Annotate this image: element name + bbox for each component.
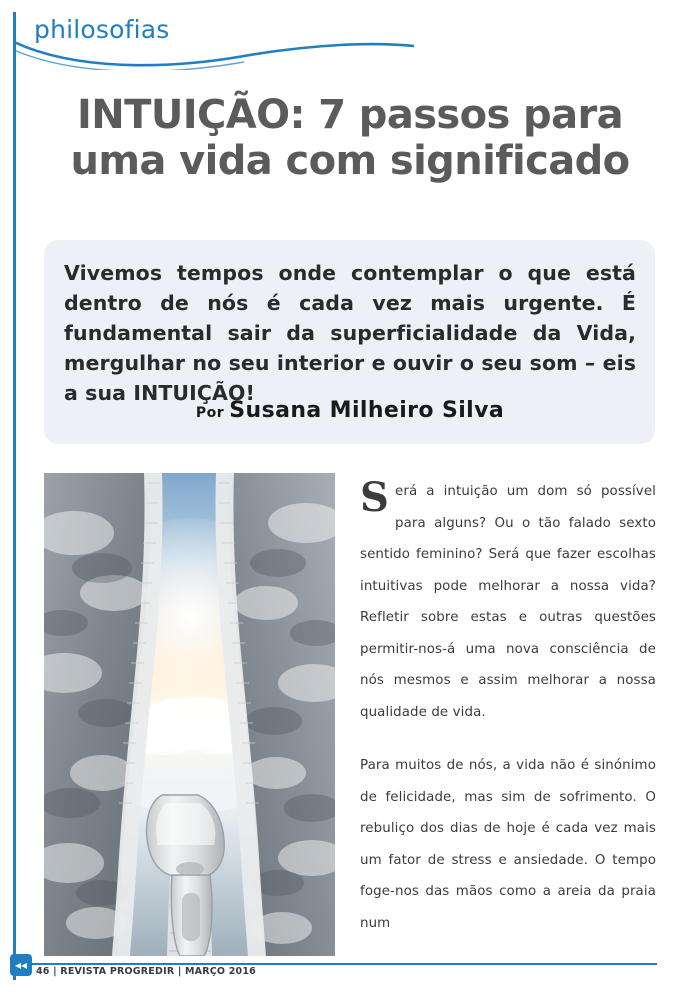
footer-text: 46 | REVISTA PROGREDIR | MARÇO 2016 [36,966,256,977]
lead-paragraph: Vivemos tempos onde contemplar o que está dentro de nós é cada vez mais urgente. É fundamental sair da superficialidade da Vida, mergulhar no seu interior e ouvir o seu som – eis a sua INTUIÇÃO! [64,261,636,405]
dropcap: S [360,474,389,521]
body-paragraph-2: Para muitos de nós, a vida não é sinónimo de felicidade, mas sim de sofrimento. O rebuliço dos dias de hoje é cada vez mais um fator de stress e ansiedade. O tempo foge-nos das mãos como a areia da praia num [360,758,656,931]
footer-rule [13,963,657,965]
body-paragraph-1-text: erá a intuição um dom só possível para alguns? Ou o tão falado sexto sentido feminino? Será que fazer escolhas intuitivas pode melhorar a nossa vida? Refletir sobre estas e outras questões permitir-nos-á uma nova consciência de nós mesmos e assim melhorar a nossa qualidade de vida. [360,484,656,720]
body-paragraph-1 [360,476,656,728]
byline-label: Por [195,405,225,421]
masthead [34,16,414,64]
lead-box [44,240,655,444]
byline-author: Susana Milheiro Silva [229,398,505,423]
article-body [360,476,656,961]
masthead-swoosh-icon [14,36,414,70]
masthead-title: philosofias [34,15,170,44]
article-headline: INTUIÇÃO: 7 passos para uma vida com significado [70,92,630,184]
progredir-logo-icon: ◂◂ [10,954,32,976]
left-blue-rule [13,12,16,980]
article-photo [44,473,335,956]
zipper-sky-illustration-icon [44,473,335,956]
byline [64,398,636,423]
